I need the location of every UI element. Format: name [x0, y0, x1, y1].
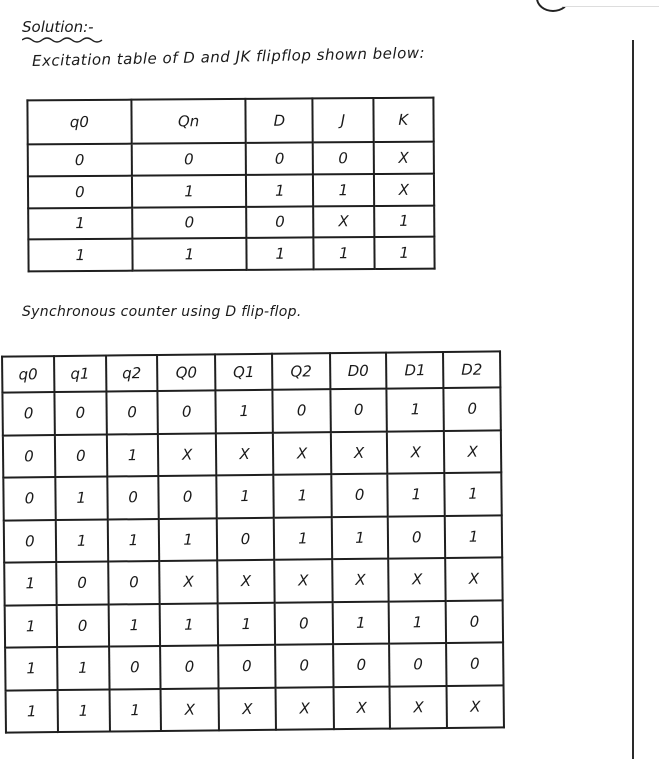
counter-table-cell: 1 — [56, 519, 108, 562]
counter-table-cell: X — [217, 560, 275, 603]
excitation-table-cell: X — [313, 206, 374, 238]
counter-table-cell: X — [276, 687, 334, 730]
counter-table-row — [5, 642, 503, 690]
counter-table-cell: X — [390, 685, 447, 728]
counter-table-cell: 0 — [275, 602, 333, 645]
excitation-table-cell: 0 — [313, 142, 374, 174]
counter-table-cell: X — [274, 559, 332, 602]
excitation-table-cell: 1 — [28, 239, 132, 271]
counter-table-cell: 1 — [6, 690, 58, 733]
counter-table-cell: 0 — [161, 645, 219, 688]
excitation-table-cell: 0 — [28, 144, 132, 176]
counter-table-cell: 0 — [158, 390, 216, 433]
counter-table-cell: X — [447, 685, 504, 728]
counter-table-cell: 1 — [159, 518, 217, 561]
counter-table-cell: 0 — [331, 474, 388, 517]
counter-table-cell: 1 — [55, 477, 107, 520]
counter-table-cell: 0 — [159, 475, 217, 518]
counter-table-header-cell: q0 — [2, 356, 54, 393]
counter-table-row — [3, 430, 501, 478]
counter-table-cell: X — [444, 430, 501, 473]
counter-table-cell: 1 — [5, 647, 57, 690]
excitation-table-cell: X — [373, 142, 434, 174]
counter-table-cell: 0 — [3, 435, 55, 478]
counter-table-header-cell: D1 — [386, 352, 443, 389]
counter-table-header-cell: Q1 — [215, 354, 273, 391]
excitation-table-header-row — [27, 98, 433, 145]
heading-underline — [22, 36, 122, 44]
excitation-table-cell: 1 — [374, 205, 435, 237]
counter-table-cell: 1 — [274, 517, 332, 560]
counter-table-header-cell: Q0 — [157, 354, 215, 391]
counter-table-header-cell: Q2 — [272, 353, 330, 390]
excitation-table-cell: 0 — [131, 143, 246, 176]
counter-table-cell: X — [216, 432, 274, 475]
counter-table-cell: 0 — [389, 643, 446, 686]
counter-table-cell: 0 — [56, 604, 108, 647]
counter-table-cell: 1 — [109, 688, 161, 731]
excitation-table-header-cell: K — [373, 98, 434, 142]
counter-table-cell: 0 — [217, 517, 275, 560]
counter-table-cell: 0 — [4, 520, 56, 563]
counter-table-cell: 1 — [332, 601, 389, 644]
counter-caption: Synchronous counter using D flip-flop. — [22, 304, 302, 320]
counter-table-header-row — [2, 351, 500, 392]
excitation-table-cell: 1 — [374, 237, 435, 269]
excitation-table-cell: 0 — [28, 175, 132, 207]
excitation-table-header-cell: D — [246, 98, 313, 142]
counter-table-cell: 1 — [387, 388, 444, 431]
counter-table-cell: X — [331, 431, 388, 474]
excitation-table-cell: 1 — [132, 175, 247, 208]
excitation-table-cell: 1 — [314, 237, 375, 269]
counter-table-cell: 1 — [106, 433, 158, 476]
counter-table-cell: 0 — [446, 600, 503, 643]
counter-table-cell: 0 — [275, 644, 333, 687]
counter-table-cell: 0 — [444, 387, 501, 430]
margin-line — [632, 40, 634, 759]
counter-table-cell: 0 — [109, 646, 161, 689]
counter-table-cell: 1 — [217, 602, 275, 645]
counter-table-cell: 1 — [444, 472, 501, 515]
counter-table-cell: X — [389, 558, 446, 601]
counter-table-row — [2, 387, 500, 435]
counter-table-cell: X — [387, 430, 444, 473]
counter-table-header-cell: D2 — [443, 351, 500, 388]
excitation-table-cell: 1 — [28, 207, 132, 239]
excitation-table-cell: 0 — [246, 142, 313, 174]
counter-table-cell: 1 — [215, 390, 273, 433]
counter-table-cell: X — [161, 688, 219, 731]
counter-table-cell: 1 — [57, 689, 109, 732]
counter-table-cell: X — [218, 687, 276, 730]
counter-table-cell: X — [445, 557, 502, 600]
counter-table-cell: 0 — [56, 562, 108, 605]
counter-table-cell: X — [332, 559, 389, 602]
excitation-table-row — [28, 173, 434, 208]
counter-table-cell: 0 — [388, 515, 445, 558]
counter-table-cell: 1 — [108, 603, 160, 646]
intro-line: Excitation table of D and JK flipflop shown below: — [31, 43, 426, 70]
counter-table-cell: 0 — [330, 389, 387, 432]
counter-table-cell: 0 — [108, 561, 160, 604]
counter-table-cell: 1 — [445, 515, 502, 558]
excitation-table-row — [28, 142, 434, 177]
counter-table-header-cell: q1 — [54, 356, 106, 393]
counter-table-header-cell: D0 — [330, 353, 387, 390]
counter-table-row — [6, 685, 504, 733]
counter-table-cell: 0 — [3, 477, 55, 520]
counter-table-cell: 0 — [273, 389, 331, 432]
counter-table-cell: 1 — [57, 647, 109, 690]
counter-table-cell: 1 — [160, 603, 218, 646]
counter-table — [1, 350, 505, 733]
counter-table-cell: X — [158, 433, 216, 476]
excitation-table-header-cell: q0 — [27, 100, 131, 145]
excitation-table-cell: 1 — [132, 238, 247, 271]
counter-table-cell: X — [273, 432, 331, 475]
counter-table-cell: X — [160, 560, 218, 603]
excitation-table-cell: 0 — [132, 206, 247, 239]
counter-table-body — [2, 387, 504, 732]
counter-table-cell: 0 — [106, 391, 158, 434]
counter-table-cell: 1 — [389, 600, 446, 643]
counter-table-cell: 0 — [2, 392, 54, 435]
counter-table-cell: 1 — [388, 473, 445, 516]
counter-table-cell: 0 — [54, 392, 106, 435]
counter-table-row — [5, 600, 503, 648]
counter-table-row — [3, 472, 501, 520]
counter-table-cell: 1 — [107, 518, 159, 561]
counter-table-cell: 1 — [331, 516, 388, 559]
excitation-table-cell: 1 — [313, 174, 374, 206]
excitation-table-cell: 1 — [247, 238, 314, 270]
counter-table-cell: 0 — [446, 642, 503, 685]
counter-table-cell: 0 — [55, 434, 107, 477]
counter-table-cell: 0 — [333, 644, 390, 687]
counter-table-cell: 0 — [218, 645, 276, 688]
solution-heading: Solution:- — [22, 18, 94, 36]
corner-rule — [562, 6, 659, 7]
counter-table-header-cell: q2 — [106, 355, 158, 392]
counter-table-cell: 1 — [5, 605, 57, 648]
counter-table-row — [4, 557, 502, 605]
excitation-table-header-cell: Qn — [131, 99, 246, 144]
excitation-table-cell: 1 — [246, 174, 313, 206]
counter-table-cell: 1 — [4, 562, 56, 605]
excitation-table-row — [28, 237, 434, 272]
excitation-table — [26, 97, 435, 273]
counter-table-cell: 0 — [107, 476, 159, 519]
excitation-table-header-cell: J — [313, 98, 374, 142]
excitation-table-cell: X — [373, 173, 434, 205]
counter-table-cell: 1 — [216, 475, 274, 518]
counter-table-cell: X — [333, 686, 390, 729]
counter-table-row — [4, 515, 502, 563]
excitation-table-body — [28, 142, 435, 272]
excitation-table-row — [28, 205, 434, 240]
counter-table-cell: 1 — [274, 474, 332, 517]
excitation-table-cell: 0 — [247, 206, 314, 238]
